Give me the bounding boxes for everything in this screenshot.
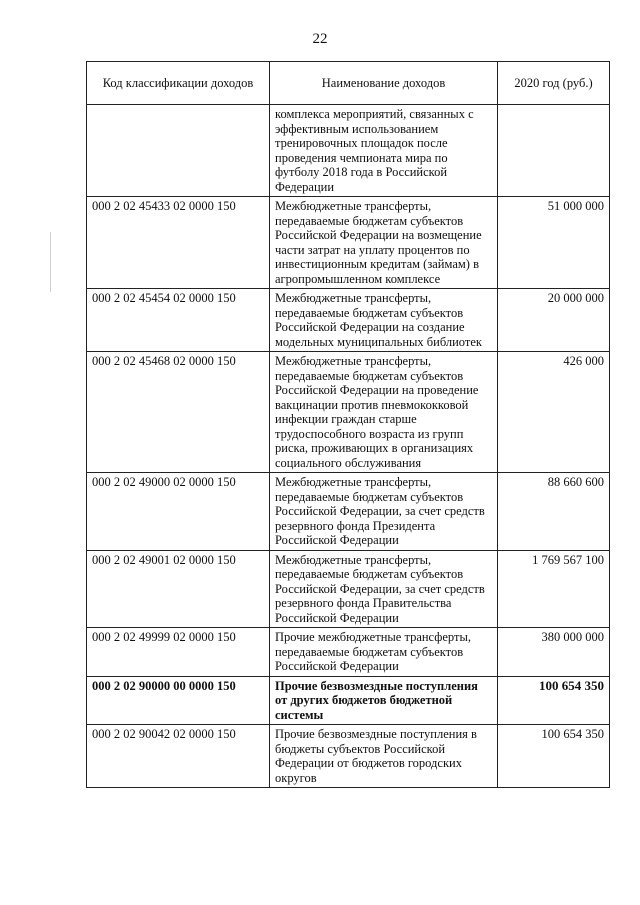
row-code [87,105,270,197]
header-name: Наименование доходов [270,62,498,105]
scan-artifact-line [50,232,51,292]
table-row [87,105,610,197]
row-name: Прочие безвозмездные поступления от других бюджетов бюджетной системы [270,676,498,725]
row-code: 000 2 02 45433 02 0000 150 [87,197,270,289]
row-name: Прочие безвозмездные поступления в бюджеты субъектов Российской Федерации от бюджетов городских округов [270,725,498,788]
row-name: Межбюджетные трансферты, передаваемые бюджетам субъектов Российской Федерации на проведение вакцинации против пневмококковой инфекции граждан старше трудоспособного возраста из групп риска, проживающих в организациях социального обслуживания [270,352,498,473]
page-number: 22 [312,31,328,47]
row-name: Межбюджетные трансферты, передаваемые бюджетам субъектов Российской Федерации на создание модельных муниципальных библиотек [270,289,498,352]
row-code: 000 2 02 49001 02 0000 150 [87,550,270,628]
row-name: Межбюджетные трансферты, передаваемые бюджетам субъектов Российской Федерации на возмещение части затрат на уплату процентов по инвестиционным кредитам (займам) в агропромышленном комплексе [270,197,498,289]
row-code: 000 2 02 90042 02 0000 150 [87,725,270,788]
table-row [87,473,610,551]
row-amount: 20 000 000 [498,289,610,352]
row-amount: 1 769 567 100 [498,550,610,628]
row-code: 000 2 02 45468 02 0000 150 [87,352,270,473]
table-row-total [87,676,610,725]
row-amount: 51 000 000 [498,197,610,289]
row-code: 000 2 02 45454 02 0000 150 [87,289,270,352]
row-name: комплекса мероприятий, связанных с эффективным использованием тренировочных площадок после проведения чемпионата мира по футболу 2018 года в Российской Федерации [270,105,498,197]
row-amount: 88 660 600 [498,473,610,551]
row-amount: 380 000 000 [498,628,610,677]
header-code: Код классификации доходов [87,62,270,105]
row-amount: 426 000 [498,352,610,473]
header-amount: 2020 год (руб.) [498,62,610,105]
table-row [87,725,610,788]
table-header-row [87,62,610,105]
row-code: 000 2 02 49000 02 0000 150 [87,473,270,551]
row-amount: 100 654 350 [498,676,610,725]
row-code: 000 2 02 90000 00 0000 150 [87,676,270,725]
row-name: Прочие межбюджетные трансферты, передаваемые бюджетам субъектов Российской Федерации [270,628,498,677]
row-name: Межбюджетные трансферты, передаваемые бюджетам субъектов Российской Федерации, за счет средств резервного фонда Правительства Российской Федерации [270,550,498,628]
table-row [87,289,610,352]
table-row [87,352,610,473]
row-amount [498,105,610,197]
income-table [86,61,610,788]
table-row [87,197,610,289]
row-code: 000 2 02 49999 02 0000 150 [87,628,270,677]
table-row [87,550,610,628]
row-amount: 100 654 350 [498,725,610,788]
table-row [87,628,610,677]
row-name: Межбюджетные трансферты, передаваемые бюджетам субъектов Российской Федерации, за счет средств резервного фонда Президента Российской Федерации [270,473,498,551]
